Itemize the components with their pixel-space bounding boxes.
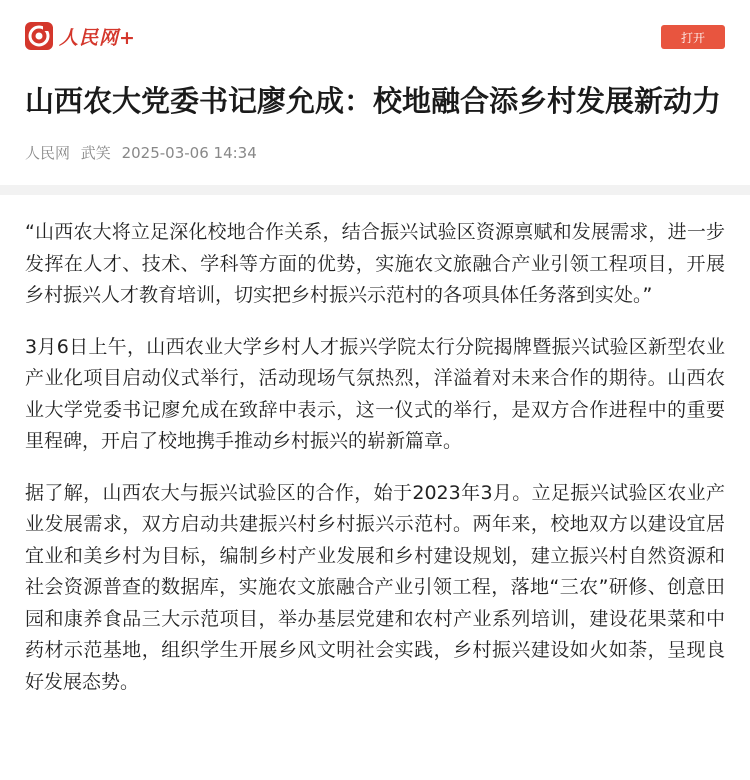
article-body xyxy=(0,195,750,698)
article-datetime: 2025-03-06 14:34 xyxy=(121,144,257,162)
article-author: 武笑 xyxy=(80,144,111,162)
article-meta xyxy=(25,142,725,163)
top-bar xyxy=(0,0,750,72)
article-title: 山西农大党委书记廖允成：校地融合添乡村发展新动力 xyxy=(25,84,722,118)
section-divider xyxy=(0,185,750,195)
article-paragraph: 据了解，山西农大与振兴试验区的合作，始于2023年3月。立足振兴试验区农业产业发展需求，双方启动共建振兴村乡村振兴示范村。两年来，校地双方以建设宜居宜业和美乡村为目标，编制乡村产业发展和乡村建设规划，建立振兴村自然资源和社会资源普查的数据库，实施农文旅融合产业引领工程，落地“三农”研修、创意田园和康养食品三大示范项目，举办基层党建和农村产业系列培训，建设花果菜和中药材示范基地，组织学生开展乡风文明社会实践，乡村振兴建设如火如荼，呈现良好发展态势。 xyxy=(25,481,725,693)
logo-text: 人民网+ xyxy=(59,26,136,49)
article-paragraph: “山西农大将立足深化校地合作关系，结合振兴试验区资源禀赋和发展需求，进一步发挥在人才、技术、学科等方面的优势，实施农文旅融合产业引领工程项目，开展乡村振兴人才教育培训，切实把乡村振兴示范村的各项具体任务落到实处。” xyxy=(25,221,725,306)
open-app-button[interactable]: 打开 xyxy=(661,25,725,49)
logo[interactable] xyxy=(25,22,136,50)
logo-icon xyxy=(25,22,53,50)
article-paragraph: 3月6日上午，山西农业大学乡村人才振兴学院太行分院揭牌暨振兴试验区新型农业产业化项目启动仪式举行，活动现场气氛热烈，洋溢着对未来合作的期待。山西农业大学党委书记廖允成在致辞中表示，这一仪式的举行，是双方合作进程中的重要里程碑，开启了校地携手推动乡村振兴的崭新篇章。 xyxy=(25,335,725,452)
article-source[interactable]: 人民网 xyxy=(25,144,71,162)
